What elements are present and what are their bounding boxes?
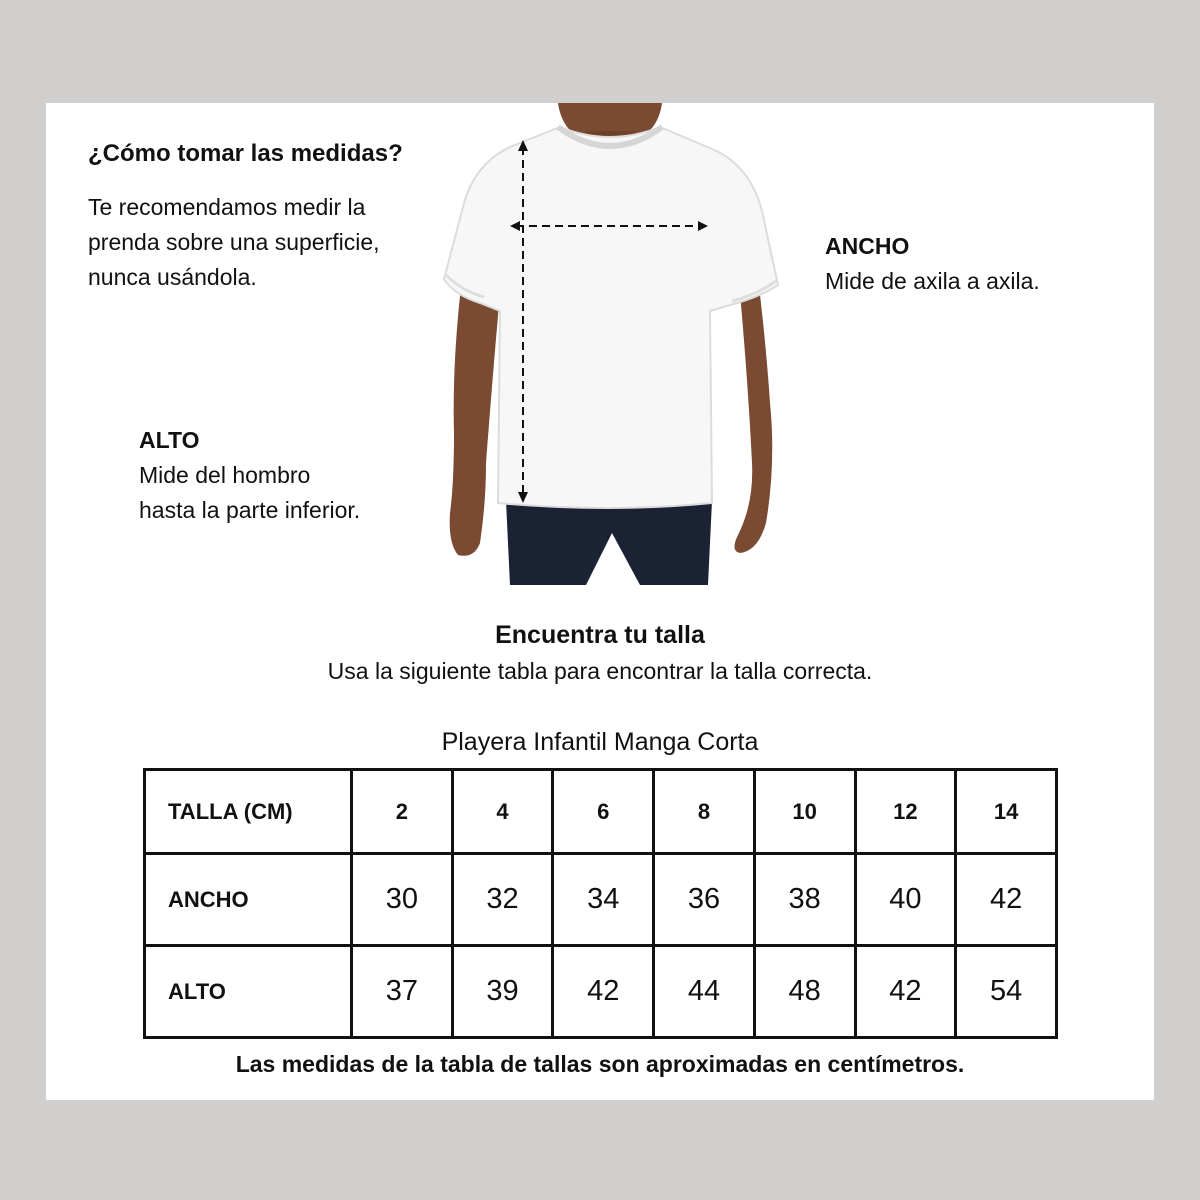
- table-cell: 40: [855, 854, 956, 946]
- table-cell: 34: [553, 854, 654, 946]
- table-cell: 30: [352, 854, 453, 946]
- table-cell: 38: [754, 854, 855, 946]
- table-row: [145, 946, 1057, 1038]
- table-cell: 42: [956, 854, 1057, 946]
- table-cell: 42: [855, 946, 956, 1038]
- table-cell: 44: [654, 946, 755, 1038]
- height-instruction: [139, 423, 360, 528]
- size-table: [143, 768, 1058, 1039]
- table-cell: 42: [553, 946, 654, 1038]
- row-label-alto: ALTO: [145, 946, 352, 1038]
- table-cell: 48: [754, 946, 855, 1038]
- model-left-arm: [450, 278, 500, 556]
- width-instruction: [825, 229, 1040, 299]
- model-right-arm: [734, 278, 772, 553]
- tshirt-model-illustration: [440, 103, 780, 585]
- how-to-measure-title: ¿Cómo tomar las medidas?: [88, 140, 403, 167]
- size-header-cell: 8: [654, 770, 755, 854]
- find-size-subtitle: Usa la siguiente tabla para encontrar la talla correcta.: [327, 658, 873, 684]
- height-label: ALTO: [139, 427, 200, 453]
- size-header-cell: 4: [452, 770, 553, 854]
- find-size-title: Encuentra tu talla: [495, 621, 705, 649]
- row-label-ancho: ANCHO: [145, 854, 352, 946]
- height-description: Mide del hombro hasta la parte inferior.: [139, 462, 361, 523]
- size-header-cell: 2: [352, 770, 453, 854]
- table-cell: 39: [452, 946, 553, 1038]
- size-header-label: TALLA (CM): [145, 770, 352, 854]
- table-cell: 36: [654, 854, 755, 946]
- width-label: ANCHO: [825, 233, 910, 259]
- how-to-measure-text: Te recomendamos medir la prenda sobre una superficie, nunca usándola.: [88, 194, 380, 290]
- width-description: Mide de axila a axila.: [825, 268, 1040, 294]
- size-header-cell: 14: [956, 770, 1057, 854]
- size-header-cell: 6: [553, 770, 654, 854]
- size-table-caption: Playera Infantil Manga Corta: [441, 728, 759, 756]
- size-table-header-row: [145, 770, 1057, 854]
- table-cell: 37: [352, 946, 453, 1038]
- size-header-cell: 10: [754, 770, 855, 854]
- measurement-footnote: Las medidas de la tabla de tallas son aproximadas en centímetros.: [235, 1051, 965, 1077]
- table-row: [145, 854, 1057, 946]
- table-cell: 32: [452, 854, 553, 946]
- model-pants: [506, 501, 712, 585]
- size-header-cell: 12: [855, 770, 956, 854]
- table-cell: 54: [956, 946, 1057, 1038]
